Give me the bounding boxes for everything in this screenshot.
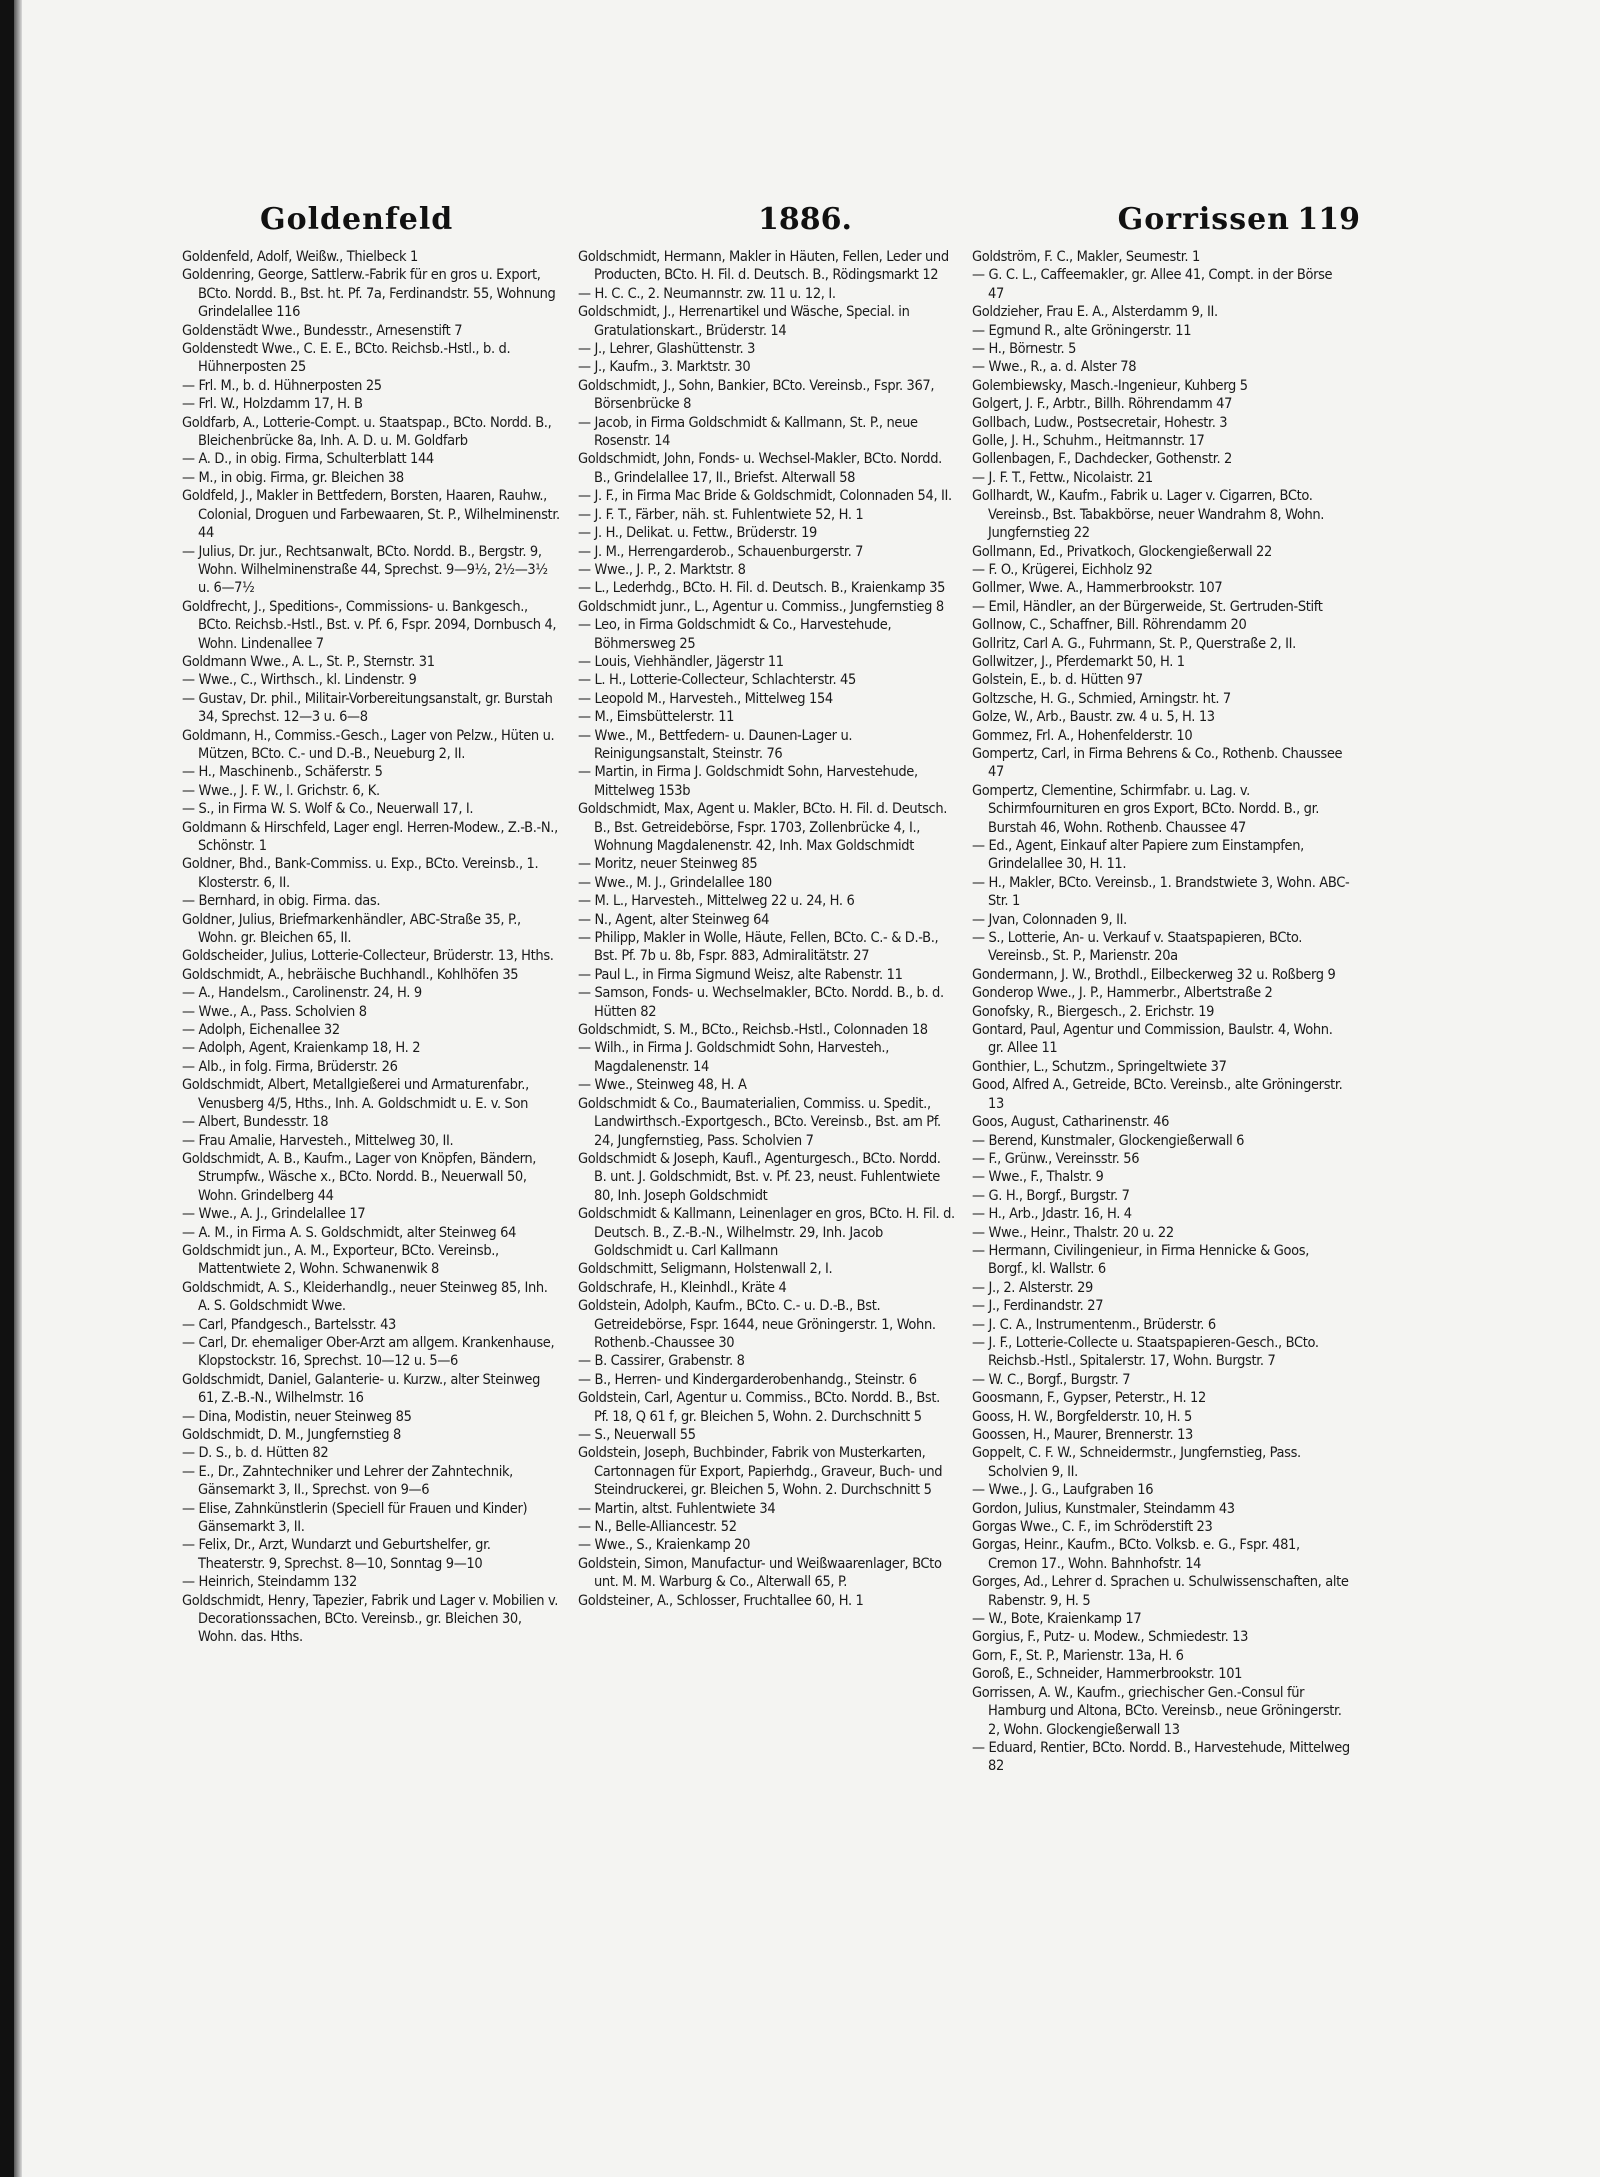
directory-entry: — Samson, Fonds- u. Wechselmakler, BCto. Nordd. B., b. d. Hütten 82 xyxy=(578,985,944,1020)
directory-entry: — S., Neuerwall 55 xyxy=(578,1427,696,1443)
directory-entry: — H. C. C., 2. Neumannstr. zw. 11 u. 12, I. xyxy=(578,285,836,302)
directory-entry: Goldscheider, Julius, Lotterie-Collecteur, Brüderstr. 13, Hths. xyxy=(182,948,554,965)
directory-entry: — Wwe., Steinweg 48, H. A xyxy=(578,1077,747,1094)
directory-entry: Golze, W., Arb., Baustr. zw. 4 u. 5, H. 13 xyxy=(972,709,1215,726)
directory-entry: — Martin, in Firma J. Goldschmidt Sohn, Harvestehude, Mittelweg 153b xyxy=(578,764,918,799)
directory-entry: — Philipp, Makler in Wolle, Häute, Fellen, BCto. C.- & D.-B., Bst. Pf. 7b u. 8b, Fspr. 883, Admiralitätstr. 27 xyxy=(578,930,939,965)
directory-entry: — A. D., in obig. Firma, Schulterblatt 144 xyxy=(182,451,434,468)
directory-entry: — Adolph, Eichenallee 32 xyxy=(182,1022,340,1039)
directory-entry: — Elise, Zahnkünstlerin (Speciell für Frauen und Kinder) Gänsemarkt 3, II. xyxy=(182,1500,528,1536)
directory-entry: Goldschmidt, D. M., Jungfernstieg 8 xyxy=(182,1427,401,1443)
directory-entry: Gollmann, Ed., Privatkoch, Glockengießerwall 22 xyxy=(972,543,1272,560)
directory-entry: — J. F., in Firma Mac Bride & Goldschmidt, Colonnaden 54, II. xyxy=(578,488,952,505)
directory-entry: — Leopold M., Harvesteh., Mittelweg 154 xyxy=(578,690,833,707)
directory-entry: — A. M., in Firma A. S. Goldschmidt, alter Steinweg 64 xyxy=(182,1224,517,1241)
page-number: 119 xyxy=(1297,202,1360,237)
directory-entry: Goldsteiner, A., Schlosser, Fruchtallee 60, H. 1 xyxy=(578,1592,864,1609)
directory-entry: — M., in obig. Firma, gr. Bleichen 38 xyxy=(182,469,404,486)
directory-entry: — Leo, in Firma Goldschmidt & Co., Harvestehude, Böhmersweg 25 xyxy=(578,617,892,652)
directory-entry: Goldfarb, A., Lotterie-Compt. u. Staatspap., BCto. Nordd. B., Bleichenbrücke 8a, Inh. A. D. u. M. Goldfarb xyxy=(182,414,552,450)
directory-entry: — Frl. M., b. d. Hühnerposten 25 xyxy=(182,377,382,394)
column-1 xyxy=(182,248,560,2128)
directory-entry: — Adolph, Agent, Kraienkamp 18, H. 2 xyxy=(182,1040,421,1057)
directory-entry: Goos, August, Catharinenstr. 46 xyxy=(972,1114,1170,1131)
directory-entry: Goldstein, Carl, Agentur u. Commiss., BCto. Nordd. B., Bst. Pf. 18, Q 61 f, gr. Bleichen 5, Wohn. 2. Durchschnitt 5 xyxy=(578,1390,940,1425)
directory-entry: — J. M., Herrengarderob., Schauenburgerstr. 7 xyxy=(578,543,864,560)
header-right-keyword: Gorrissen xyxy=(1117,202,1290,237)
directory-entry: — B., Herren- und Kindergarderobenhandg., Steinstr. 6 xyxy=(578,1371,917,1388)
directory-entry: — Wwe., J. P., 2. Marktstr. 8 xyxy=(578,561,746,578)
directory-entry: — Bernhard, in obig. Firma. das. xyxy=(182,893,381,910)
directory-entry: Gollritz, Carl A. G., Fuhrmann, St. P., Querstraße 2, II. xyxy=(972,635,1296,652)
directory-entry: — J. F., Lotterie-Collecte u. Staatspapieren-Gesch., BCto. Reichsb.-Hstl., Spitalerstr. 17, Wohn. Burgstr. 7 xyxy=(972,1334,1319,1370)
directory-entry: Gondermann, J. W., Brothdl., Eilbeckerweg 32 u. Roßberg 9 xyxy=(972,966,1336,983)
directory-entry: — Emil, Händler, an der Bürgerweide, St. Gertruden-Stift xyxy=(972,598,1323,615)
directory-entry: Gorgius, F., Putz- u. Modew., Schmiedestr. 13 xyxy=(972,1629,1249,1646)
directory-entry: Golle, J. H., Schuhm., Heitmannstr. 17 xyxy=(972,433,1205,450)
directory-entry: Goltzsche, H. G., Schmied, Arningstr. ht. 7 xyxy=(972,690,1231,707)
directory-entry: Gorgas, Heinr., Kaufm., BCto. Volksb. e. G., Fspr. 481, Cremon 17., Wohn. Bahnhofstr. 14 xyxy=(972,1537,1300,1572)
directory-entry: — Eduard, Rentier, BCto. Nordd. B., Harvestehude, Mittelweg 82 xyxy=(972,1739,1350,1775)
directory-entry: Goldschmidt, Henry, Tapezier, Fabrik und Lager v. Mobilien v. Decorationssachen, BCto. Vereinsb., gr. Bleichen 30, Wohn. das. Hths. xyxy=(182,1592,558,1646)
directory-entry: Good, Alfred A., Getreide, BCto. Vereinsb., alte Gröningerstr. 13 xyxy=(972,1077,1343,1112)
directory-entry: Goldschmidt, J., Herrenartikel und Wäsche, Special. in Gratulationskart., Brüderstr. 14 xyxy=(578,304,910,339)
directory-entry: — F. O., Krügerei, Eichholz 92 xyxy=(972,561,1153,578)
directory-entry: — G. C. L., Caffeemakler, gr. Allee 41, Compt. in der Börse 47 xyxy=(972,267,1333,302)
directory-entry: — M. L., Harvesteh., Mittelweg 22 u. 24, H. 6 xyxy=(578,893,855,910)
directory-entry: Goldschmidt, A. S., Kleiderhandlg., neuer Steinweg 85, Inh. A. S. Goldschmidt Wwe. xyxy=(182,1279,548,1315)
directory-entry: — J., Lehrer, Glashüttenstr. 3 xyxy=(578,341,756,358)
column-2 xyxy=(578,248,956,2128)
directory-entry: — Gustav, Dr. phil., Militair-Vorbereitungsanstalt, gr. Burstah 34, Sprechst. 12—3 u. 6—8 xyxy=(182,690,553,726)
directory-entry: Goldstein, Joseph, Buchbinder, Fabrik von Musterkarten, Cartonnagen für Export, Papierhdg., Graveur, Buch- und Steindruckerei, gr. Bleichen 5, Wohn. 2. Durchschnitt 5 xyxy=(578,1445,943,1499)
directory-entry: Goldenfeld, Adolf, Weißw., Thielbeck 1 xyxy=(182,249,418,265)
directory-entry: Gommez, Frl. A., Hohenfelderstr. 10 xyxy=(972,727,1193,744)
directory-entry: — W. C., Borgf., Burgstr. 7 xyxy=(972,1371,1131,1388)
directory-entry: Gonofsky, R., Biergesch., 2. Erichstr. 19 xyxy=(972,1003,1215,1020)
directory-entry: Gonderop Wwe., J. P., Hammerbr., Albertstraße 2 xyxy=(972,985,1273,1002)
directory-entry: Gooss, H. W., Borgfelderstr. 10, H. 5 xyxy=(972,1408,1192,1425)
directory-entry: Goldzieher, Frau E. A., Alsterdamm 9, II. xyxy=(972,304,1218,321)
directory-entry: Goldschmidt & Co., Baumaterialien, Commiss. u. Spedit., Landwirthsch.-Exportgesch., BCto. Vereinsb., Bst. am Pf. 24, Jungfernstieg, Pass. Scholvien 7 xyxy=(578,1095,941,1149)
directory-entry: — Ed., Agent, Einkauf alter Papiere zum Einstampfen, Grindelallee 30, H. 11. xyxy=(972,838,1304,873)
directory-entry: — Dina, Modistin, neuer Steinweg 85 xyxy=(182,1408,412,1425)
directory-entry: — H., Makler, BCto. Vereinsb., 1. Brandstwiete 3, Wohn. ABC-Str. 1 xyxy=(972,874,1350,910)
directory-entry: — J. C. A., Instrumentenm., Brüderstr. 6 xyxy=(972,1316,1216,1333)
directory-entry: Goldschmidt, S. M., BCto., Reichsb.-Hstl., Colonnaden 18 xyxy=(578,1022,928,1039)
directory-entry: — H., Arb., Jdastr. 16, H. 4 xyxy=(972,1206,1132,1223)
directory-entry: Gollmer, Wwe. A., Hammerbrookstr. 107 xyxy=(972,580,1223,597)
directory-entry: Gollhardt, W., Kaufm., Fabrik u. Lager v. Cigarren, BCto. Vereinsb., Bst. Tabakbörse, neuer Wandrahm 8, Wohn. Jungfernstieg 22 xyxy=(972,488,1325,542)
directory-entry: — Wilh., in Firma J. Goldschmidt Sohn, Harvesteh., Magdalenenstr. 14 xyxy=(578,1040,890,1075)
directory-entry: — Julius, Dr. jur., Rechtsanwalt, BCto. Nordd. B., Bergstr. 9, Wohn. Wilhelminenstraße 44, Sprechst. 9—9½, 2½—3½ u. 6—7½ xyxy=(182,543,548,597)
directory-entry: — Martin, altst. Fuhlentwiete 34 xyxy=(578,1500,776,1517)
directory-entry: Goldschmidt, Daniel, Galanterie- u. Kurzw., alter Steinweg 61, Z.-B.-N., Wilhelmstr. 16 xyxy=(182,1371,541,1407)
directory-entry: Goldschmidt, John, Fonds- u. Wechsel-Makler, BCto. Nordd. B., Grindelallee 17, II., Briefst. Alterwall 58 xyxy=(578,451,942,486)
directory-entry: — J. H., Delikat. u. Fettw., Brüderstr. 19 xyxy=(578,525,817,542)
directory-entry: Goldschrafe, H., Kleinhdl., Kräte 4 xyxy=(578,1279,787,1296)
directory-entry: — Berend, Kunstmaler, Glockengießerwall 6 xyxy=(972,1132,1245,1149)
directory-entry: — Wwe., J. G., Laufgraben 16 xyxy=(972,1482,1154,1499)
directory-entry: — Frau Amalie, Harvesteh., Mittelweg 30, II. xyxy=(182,1132,454,1149)
directory-entry: Gollenbagen, F., Dachdecker, Gothenstr. 2 xyxy=(972,451,1232,468)
directory-entry: — S., Lotterie, An- u. Verkauf v. Staatspapieren, BCto. Vereinsb., St. P., Marienstr. 20a xyxy=(972,930,1303,965)
directory-entry: — Egmund R., alte Gröningerstr. 11 xyxy=(972,322,1192,339)
directory-entry: — Jacob, in Firma Goldschmidt & Kallmann, St. P., neue Rosenstr. 14 xyxy=(578,414,918,450)
directory-entry: Gorgas Wwe., C. F., im Schröderstift 23 xyxy=(972,1519,1213,1536)
column-3 xyxy=(972,248,1350,2128)
directory-entry: Gompertz, Carl, in Firma Behrens & Co., Rothenb. Chaussee 47 xyxy=(972,745,1343,781)
directory-entry: — Wwe., C., Wirthsch., kl. Lindenstr. 9 xyxy=(182,672,417,689)
directory-entry: Golgert, J. F., Arbtr., Billh. Röhrendamm 47 xyxy=(972,396,1233,413)
directory-entry: — S., in Firma W. S. Wolf & Co., Neuerwall 17, I. xyxy=(182,801,474,818)
directory-entry: — Wwe., F., Thalstr. 9 xyxy=(972,1169,1104,1186)
directory-entry: — Hermann, Civilingenieur, in Firma Hennicke & Goos, Borgf., kl. Wallstr. 6 xyxy=(972,1242,1309,1278)
directory-entry: — Wwe., A., Pass. Scholvien 8 xyxy=(182,1003,367,1020)
directory-entry: Goldschmidt & Joseph, Kaufl., Agenturgesch., BCto. Nordd. B. unt. J. Goldschmidt, Bst. v. Pf. 23, neust. Fuhlentwiete 80, Inh. Joseph Goldschmidt xyxy=(578,1150,941,1204)
directory-entry: — J. F. T., Färber, näh. st. Fuhlentwiete 52, H. 1 xyxy=(578,506,864,523)
directory-entry: — N., Agent, alter Steinweg 64 xyxy=(578,911,770,928)
directory-entry: Goldschmidt junr., L., Agentur u. Commiss., Jungfernstieg 8 xyxy=(578,598,944,615)
directory-entry: — J. F. T., Fettw., Nicolaistr. 21 xyxy=(972,469,1153,486)
directory-entry: — Wwe., M., Bettfedern- u. Daunen-Lager u. Reinigungsanstalt, Steinstr. 76 xyxy=(578,727,853,762)
directory-entry: Goosmann, F., Gypser, Peterstr., H. 12 xyxy=(972,1390,1206,1407)
directory-entry: — B. Cassirer, Grabenstr. 8 xyxy=(578,1353,745,1370)
directory-entry: Goldfrecht, J., Speditions-, Commissions- u. Bankgesch., BCto. Reichsb.-Hstl., Bst. v. Pf. 6, Fspr. 2094, Dornbusch 4, Wohn. Lindenallee 7 xyxy=(182,598,557,652)
directory-entry: Goldfeld, J., Makler in Bettfedern, Borsten, Haaren, Rauhw., Colonial, Droguen und Farbewaaren, St. P., Wilhelminenstr. 44 xyxy=(182,488,560,542)
directory-entry: — Wwe., A. J., Grindelallee 17 xyxy=(182,1206,366,1223)
directory-entry: Gompertz, Clementine, Schirmfabr. u. Lag. v. Schirmfournituren en gros Export, BCto. Nordd. B., gr. Burstah 46, Wohn. Rothenb. Chaussee 47 xyxy=(972,782,1320,836)
directory-entry: Gontard, Paul, Agentur und Commission, Baulstr. 4, Wohn. gr. Allee 11 xyxy=(972,1022,1333,1057)
directory-entry: Golstein, E., b. d. Hütten 97 xyxy=(972,672,1143,689)
directory-entry: Gollwitzer, J., Pferdemarkt 50, H. 1 xyxy=(972,653,1185,670)
directory-entry: — Albert, Bundesstr. 18 xyxy=(182,1114,329,1131)
directory-entry: Goldner, Bhd., Bank-Commiss. u. Exp., BCto. Vereinsb., 1. Klosterstr. 6, II. xyxy=(182,856,539,891)
directory-page xyxy=(22,0,1600,2177)
directory-entry: Gordon, Julius, Kunstmaler, Steindamm 43 xyxy=(972,1500,1235,1517)
directory-entry: Goldner, Julius, Briefmarkenhändler, ABC-Straße 35, P., Wohn. gr. Bleichen 65, II. xyxy=(182,911,521,947)
directory-entry: — M., Eimsbüttelerstr. 11 xyxy=(578,709,735,726)
directory-entry: Gonthier, L., Schutzm., Springeltwiete 37 xyxy=(972,1058,1227,1075)
directory-entry: Goldstein, Simon, Manufactur- und Weißwaarenlager, BCto unt. M. M. Warburg & Co., Alterwall 65, P. xyxy=(578,1555,942,1591)
directory-entry: — J., 2. Alsterstr. 29 xyxy=(972,1279,1094,1296)
directory-entry: — L., Lederhdg., BCto. H. Fil. d. Deutsch. B., Kraienkamp 35 xyxy=(578,580,946,597)
directory-entry: — Paul L., in Firma Sigmund Weisz, alte Rabenstr. 11 xyxy=(578,966,903,983)
entry-columns xyxy=(182,248,1352,2128)
directory-entry: Goldschmidt, A., hebräische Buchhandl., Kohlhöfen 35 xyxy=(182,966,519,983)
directory-entry: Goppelt, C. F. W., Schneidermstr., Jungfernstieg, Pass. Scholvien 9, II. xyxy=(972,1445,1301,1480)
directory-entry: Goldmann Wwe., A. L., St. P., Sternstr. 31 xyxy=(182,653,435,670)
directory-entry: — Wwe., R., a. d. Alster 78 xyxy=(972,359,1137,376)
directory-entry: — L. H., Lotterie-Collecteur, Schlachterstr. 45 xyxy=(578,672,856,689)
directory-entry: — H., Börnestr. 5 xyxy=(972,341,1077,358)
directory-entry: — Felix, Dr., Arzt, Wundarzt und Geburtshelfer, gr. Theaterstr. 9, Sprechst. 8—10, Sonntag 9—10 xyxy=(182,1537,491,1572)
directory-entry: Goldschmitt, Seligmann, Holstenwall 2, I. xyxy=(578,1261,833,1278)
directory-entry: Goldenstedt Wwe., C. E. E., BCto. Reichsb.-Hstl., b. d. Hühnerposten 25 xyxy=(182,341,511,376)
header-year: 1886. xyxy=(758,202,852,237)
directory-entry: Goldmann, H., Commiss.-Gesch., Lager von Pelzw., Hüten u. Mützen, BCto. C.- und D.-B., Neueburg 2, II. xyxy=(182,727,555,762)
directory-entry: — D. S., b. d. Hütten 82 xyxy=(182,1445,329,1462)
directory-entry: — W., Bote, Kraienkamp 17 xyxy=(972,1611,1142,1628)
directory-entry: Goldschmidt jun., A. M., Exporteur, BCto. Vereinsb., Mattentwiete 2, Wohn. Schwanenwik 8 xyxy=(182,1242,499,1278)
directory-entry: — G. H., Borgf., Burgstr. 7 xyxy=(972,1187,1130,1204)
directory-entry: Goldschmidt, A. B., Kaufm., Lager von Knöpfen, Bändern, Strumpfw., Wäsche x., BCto. Nordd. B., Neuerwall 50, Wohn. Grindelberg 44 xyxy=(182,1150,537,1204)
header-left-keyword: Goldenfeld xyxy=(260,202,454,237)
directory-entry: — Louis, Viehhändler, Jägerstr 11 xyxy=(578,653,784,670)
directory-entry: Goroß, E., Schneider, Hammerbrookstr. 101 xyxy=(972,1666,1243,1683)
directory-entry: — Wwe., Heinr., Thalstr. 20 u. 22 xyxy=(972,1224,1174,1241)
binding-gutter xyxy=(0,0,14,2177)
directory-entry: — F., Grünw., Vereinsstr. 56 xyxy=(972,1150,1140,1167)
directory-entry: Goossen, H., Maurer, Brennerstr. 13 xyxy=(972,1427,1193,1443)
directory-entry: Golembiewsky, Masch.-Ingenieur, Kuhberg 5 xyxy=(972,377,1248,394)
directory-entry: Goldmann & Hirschfeld, Lager engl. Herren-Modew., Z.-B.-N., Schönstr. 1 xyxy=(182,819,558,854)
directory-entry: Goldschmidt, J., Sohn, Bankier, BCto. Vereinsb., Fspr. 367, Börsenbrücke 8 xyxy=(578,377,935,413)
directory-entry: — Carl, Dr. ehemaliger Ober-Arzt am allgem. Krankenhause, Klopstockstr. 16, Sprechst. 10—12 u. 5—6 xyxy=(182,1334,555,1370)
directory-entry: — Frl. W., Holzdamm 17, H. B xyxy=(182,396,363,413)
directory-entry: Goldenring, George, Sattlerw.-Fabrik für en gros u. Export, BCto. Nordd. B., Bst. ht. Pf. 7a, Ferdinandstr. 55, Wohnung Grindelallee 116 xyxy=(182,267,556,321)
directory-entry: — A., Handelsm., Carolinenstr. 24, H. 9 xyxy=(182,985,422,1002)
directory-entry: Gollnow, C., Schaffner, Bill. Röhrendamm 20 xyxy=(972,617,1247,634)
directory-entry: — Carl, Pfandgesch., Bartelsstr. 43 xyxy=(182,1316,396,1333)
page-header xyxy=(260,202,1360,240)
directory-entry: — Heinrich, Steindamm 132 xyxy=(182,1574,357,1591)
directory-entry: Goldström, F. C., Makler, Seumestr. 1 xyxy=(972,249,1200,265)
directory-entry: Goldstein, Adolph, Kaufm., BCto. C.- u. D.-B., Bst. Getreidebörse, Fspr. 1644, neue Gröningerstr. 1, Wohn. Rothenb.-Chaussee 30 xyxy=(578,1298,936,1351)
directory-entry: Gorges, Ad., Lehrer d. Sprachen u. Schulwissenschaften, alte Rabenstr. 9, H. 5 xyxy=(972,1574,1349,1609)
directory-entry: Goldenstädt Wwe., Bundesstr., Arnesenstift 7 xyxy=(182,322,463,339)
directory-entry: — N., Belle-Alliancestr. 52 xyxy=(578,1519,737,1536)
directory-entry: — Wwe., M. J., Grindelallee 180 xyxy=(578,874,772,891)
directory-entry: — Wwe., J. F. W., l. Grichstr. 6, K. xyxy=(182,782,380,799)
directory-entry: Goldschmidt, Max, Agent u. Makler, BCto. H. Fil. d. Deutsch. B., Bst. Getreidebörse, Fspr. 1703, Zollenbrücke 4, I., Wohnung Magdalenenstr. 42, Inh. Max Goldschmidt xyxy=(578,801,948,854)
directory-entry: — Moritz, neuer Steinweg 85 xyxy=(578,856,758,873)
directory-entry: — Jvan, Colonnaden 9, II. xyxy=(972,911,1127,928)
directory-entry: Gorrissen, A. W., Kaufm., griechischer Gen.-Consul für Hamburg und Altona, BCto. Vereinsb., neue Gröningerstr. 2, Wohn. Glockengießerwall 13 xyxy=(972,1684,1342,1738)
directory-entry: — H., Maschinenb., Schäferstr. 5 xyxy=(182,764,383,781)
directory-entry: — Alb., in folg. Firma, Brüderstr. 26 xyxy=(182,1058,398,1075)
directory-entry: — Wwe., S., Kraienkamp 20 xyxy=(578,1537,751,1554)
directory-entry: Goldschmidt, Hermann, Makler in Häuten, Fellen, Leder und Producten, BCto. H. Fil. d. Deutsch. B., Rödingsmarkt 12 xyxy=(578,249,949,284)
directory-entry: Gorn, F., St. P., Marienstr. 13a, H. 6 xyxy=(972,1647,1184,1664)
directory-entry: Goldschmidt, Albert, Metallgießerei und Armaturenfabr., Venusberg 4/5, Hths., Inh. A. Goldschmidt u. E. v. Son xyxy=(182,1077,529,1112)
directory-entry: — E., Dr., Zahntechniker und Lehrer der Zahntechnik, Gänsemarkt 3, II., Sprechst. von 9—6 xyxy=(182,1463,513,1499)
directory-entry: — J., Kaufm., 3. Marktstr. 30 xyxy=(578,359,751,376)
directory-entry: — J., Ferdinandstr. 27 xyxy=(972,1298,1104,1315)
page-edge xyxy=(14,0,22,2177)
directory-entry: Gollbach, Ludw., Postsecretair, Hohestr. 3 xyxy=(972,414,1228,431)
directory-entry: Goldschmidt & Kallmann, Leinenlager en gros, BCto. H. Fil. d. Deutsch. B., Z.-B.-N., Wilhelmstr. 29, Inh. Jacob Goldschmidt u. Carl Kallmann xyxy=(578,1206,955,1259)
